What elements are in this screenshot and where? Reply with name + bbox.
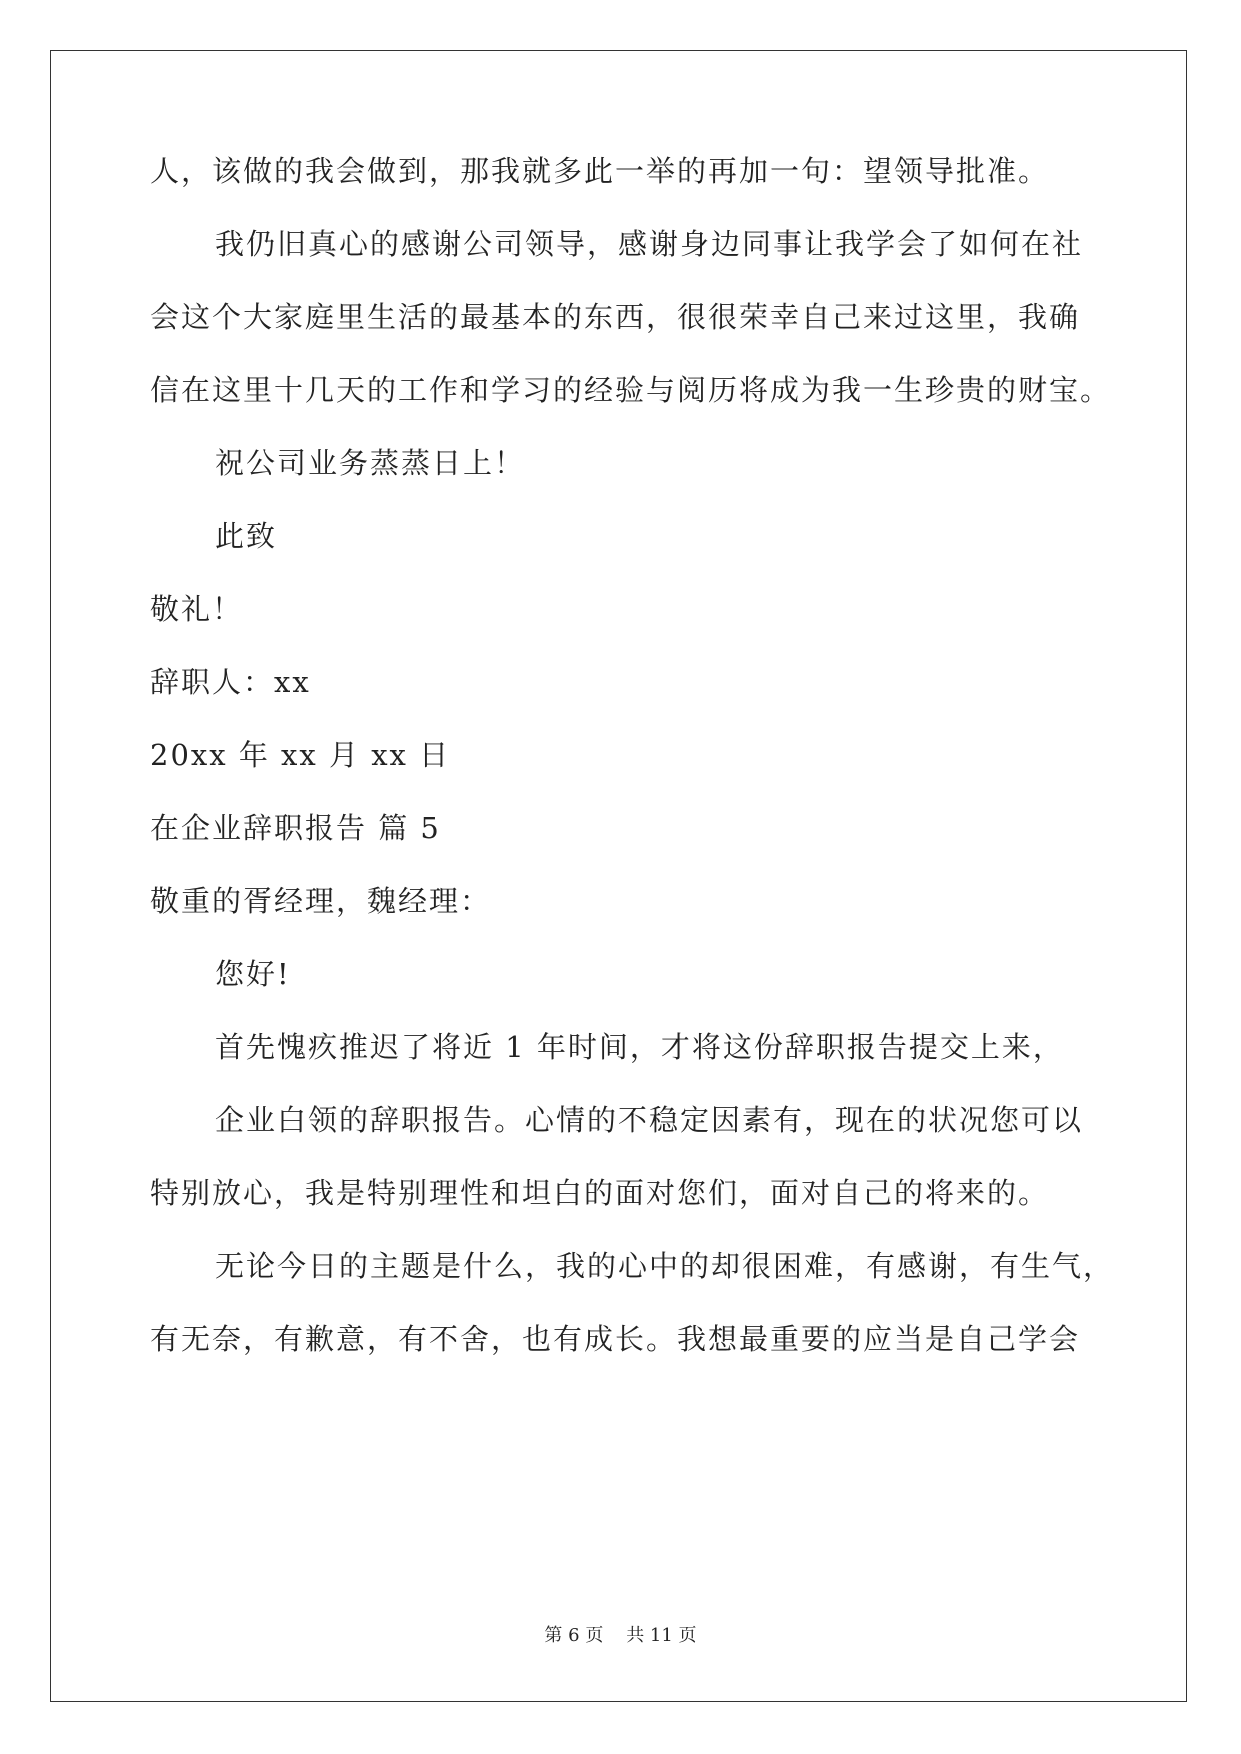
text-line: 信在这里十几天的工作和学习的经验与阅历将成为我一生珍贵的财宝。 [150,373,1112,407]
text-line: 人，该做的我会做到，那我就多此一举的再加一句：望领导批准。 [150,154,1050,188]
salutation: 敬重的胥经理，魏经理： [150,884,492,918]
text-line: 我仍旧真心的感谢公司领导，感谢身边同事让我学会了如何在社 [215,227,1084,261]
text-line: 祝公司业务蒸蒸日上！ [215,446,526,480]
text-line: 敬礼！ [150,592,244,626]
text-line: 无论今日的主题是什么，我的心中的却很困难，有感谢，有生气， [215,1249,1115,1283]
date-line: 20xx 年 xx 月 xx 日 [150,738,451,772]
text-line: 辞职人：xx [150,665,311,699]
page-border [50,50,1187,1702]
text-line: 此致 [215,519,278,553]
text-line: 企业白领的辞职报告。心情的不稳定因素有，现在的状况您可以 [215,1103,1084,1137]
text-line: 有无奈，有歉意，有不舍，也有成长。我想最重要的应当是自己学会 [150,1322,1081,1356]
text-line: 特别放心，我是特别理性和坦白的面对您们，面对自己的将来的。 [150,1176,1050,1210]
greeting: 您好! [215,957,291,991]
text-line: 会这个大家庭里生活的最基本的东西，很很荣幸自己来过这里，我确 [150,300,1081,334]
page-number: 第 6 页 共 11 页 [544,1625,697,1646]
section-heading: 在企业辞职报告 篇 5 [150,811,441,845]
text-line: 首先愧疚推迟了将近 1 年时间，才将这份辞职报告提交上来， [215,1030,1064,1064]
